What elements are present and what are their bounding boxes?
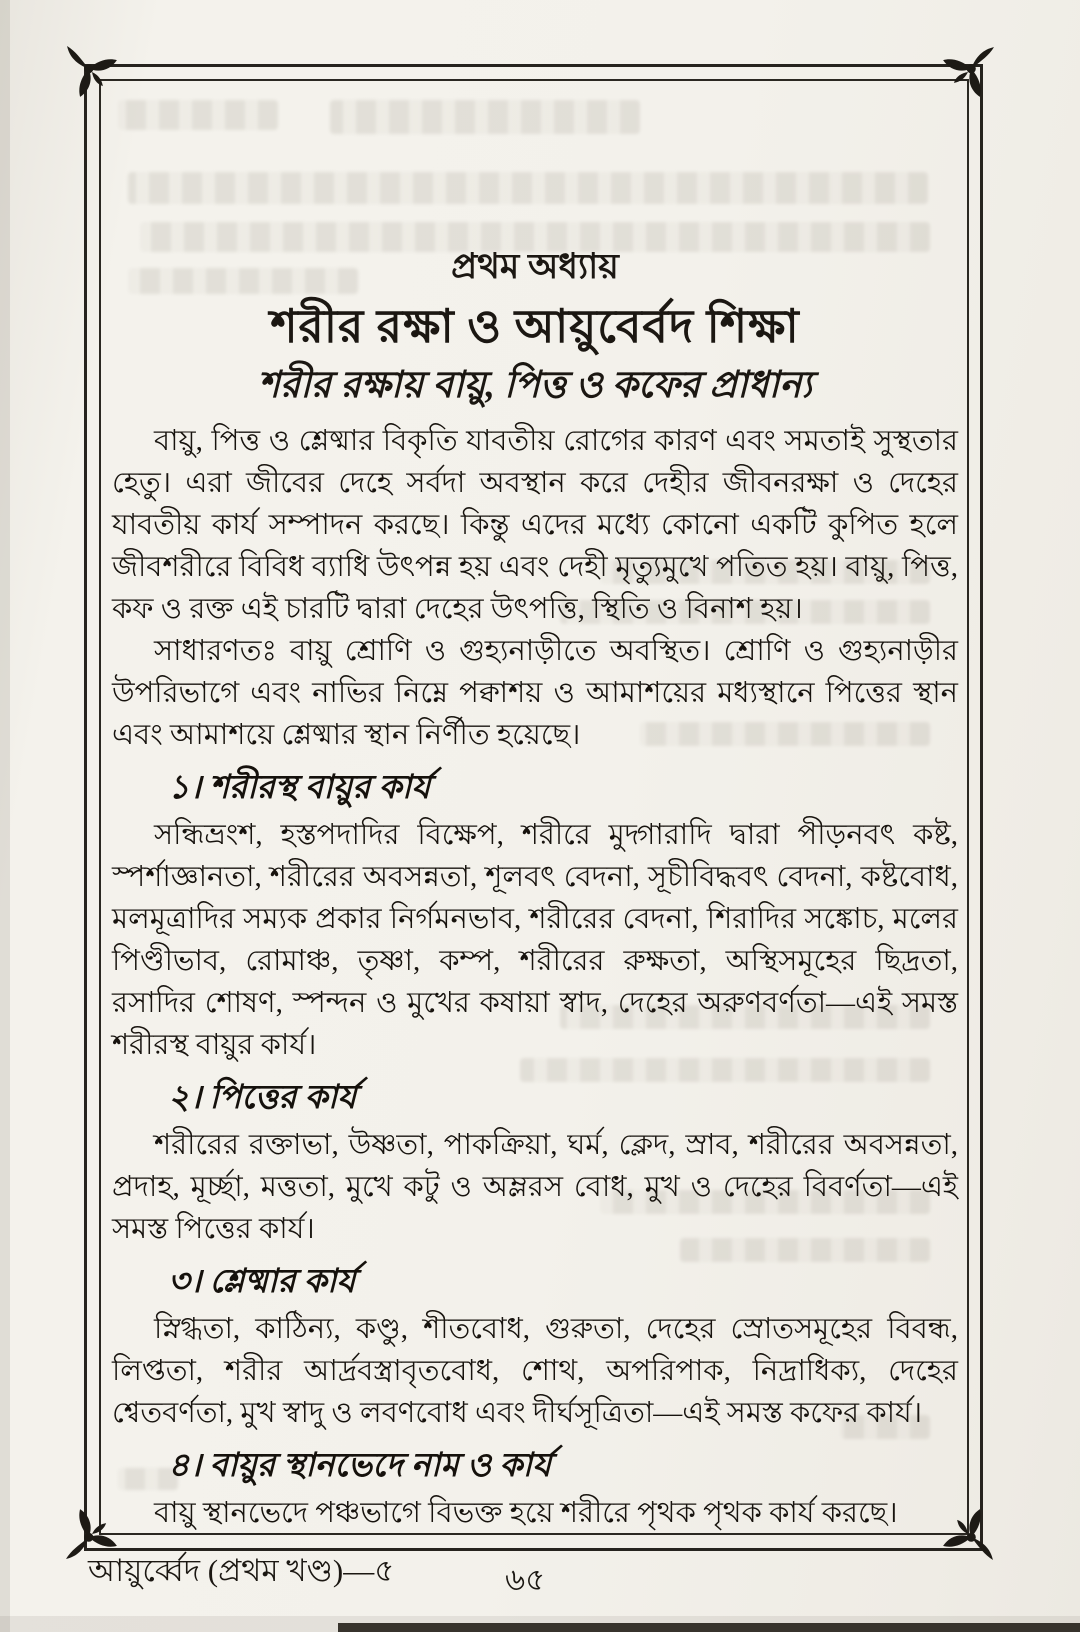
section-heading: ১। শরীরস্থ বায়ুর কার্য — [168, 770, 431, 806]
section-heading: ৪। বায়ুর স্থানভেদে নাম ও কার্য — [168, 1448, 552, 1484]
section-body: স্নিগ্ধতা, কাঠিন্য, কণ্ডু, শীতবোধ, গুরুতা, দেহের স্রোতসমূহের বিবন্ধ, লিপ্ততা, শরীর আর্দ্রবস্ত্রাবৃতবোধ, শোথ, অপরিপাক, নিদ্রাধিক্য, দেহের শ্বেতবর্ণতা, মুখ স্বাদু ও লবণবোধ এবং দীর্ঘসূত্রিতা—এই সমস্ত কফের কার্য। — [112, 1313, 958, 1429]
paragraph: সাধারণতঃ বায়ু শ্রোণি ও গুহ্যনাড়ীতে অবস্থিত। শ্রোণি ও গুহ্যনাড়ীর উপরিভাগে এবং নাভির নিম্নে পক্বাশয় ও আমাশয়ের মধ্যস্থানে পিত্তের স্থান এবং আমাশয়ে শ্লেষ্মার স্থান নির্ণীত হয়েছে। — [112, 635, 958, 751]
section-heading: ২। পিত্তের কার্য — [168, 1080, 357, 1116]
corner-leaf-ornament-icon — [66, 46, 118, 98]
page-number: ৬৫ — [505, 1562, 546, 1597]
section-heading: ৩। শ্লেষ্মার কার্য — [168, 1264, 356, 1300]
scan-edge-dark-strip — [338, 1623, 1080, 1632]
section-body: বায়ু স্থানভেদে পঞ্চভাগে বিভক্ত হয়ে শরীরে পৃথক পৃথক কার্য করছে। — [154, 1497, 898, 1529]
paragraph: বায়ু, পিত্ত ও শ্লেষ্মার বিকৃতি যাবতীয় রোগের কারণ এবং সমতাই সুস্থতার হেতু। এরা জীবের দেহে সর্বদা অবস্থান করে দেহীর জীবনরক্ষা ও দেহের যাবতীয় কার্য সম্পাদন করছে। কিন্তু এদের মধ্যে কোনো একটি কুপিত হলে জীবশরীরে বিবিধ ব্যাধি উৎপন্ন হয় এবং দেহী মৃত্যুমুখে পতিত হয়। বায়ু, পিত্ত, কফ ও রক্ত এই চারটি দ্বারা দেহের উৎপত্তি, স্থিতি ও বিনাশ হয়। — [112, 425, 958, 625]
chapter-heading: প্রথম অধ্যায় — [451, 247, 619, 286]
corner-leaf-ornament-icon — [942, 46, 994, 98]
section-body: শরীরের রক্তাভা, উষ্ণতা, পাকক্রিয়া, ঘর্ম, ক্লেদ, স্রাব, শরীরের অবসন্নতা, প্রদাহ, মূর্চ্ছা, মত্ততা, মুখে কটু ও অম্লরস বোধ, মুখ ও দেহের বিবর্ণতা—এই সমস্ত পিত্তের কার্য। — [112, 1129, 958, 1245]
footer-book-title: আয়ুর্ব্বেদ (প্রথম খণ্ড)—৫ — [88, 1553, 395, 1588]
section-body: সন্ধিভ্রংশ, হস্তপদাদির বিক্ষেপ, শরীরে মুদ্গারাদি দ্বারা পীড়নবৎ কষ্ট, স্পর্শাজ্ঞানতা, শরীরের অবসন্নতা, শূলবৎ বেদনা, সূচীবিদ্ধবৎ বেদনা, কষ্টবোধ, মলমূত্রাদির সম্যক প্রকার নির্গমনভাব, শরীরের বেদনা, শিরাদির সঙ্কোচ, মলের পিণ্ডীভাব, রোমাঞ্চ, তৃষ্ণা, কম্প, শরীরের রুক্ষতা, অস্থিসমূহের ছিদ্রতা, রসাদির শোষণ, স্পন্দন ও মুখের কষায়া স্বাদ, দেহের অরুণবর্ণতা—এই সমস্ত শরীরস্থ বায়ুর কার্য। — [112, 819, 958, 1061]
page-content — [112, 244, 958, 1534]
page-title: শরীর রক্ষা ও আয়ুবের্বদ শিক্ষা — [270, 301, 800, 352]
scan-edge-shade — [0, 0, 10, 1632]
subtitle: শরীর রক্ষায় বায়ু, পিত্ত ও কফের প্রাধান্য — [257, 365, 813, 406]
